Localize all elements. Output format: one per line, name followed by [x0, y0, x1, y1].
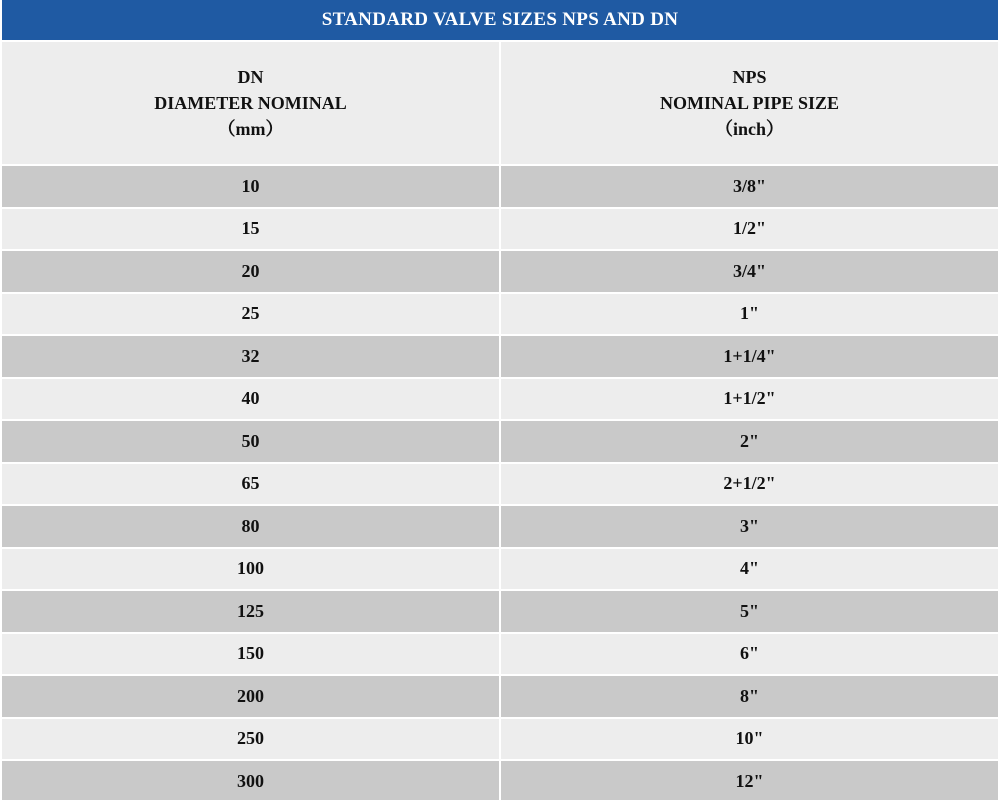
- header-nps-unit: （inch）: [714, 119, 784, 139]
- nps-cell: 10": [499, 719, 998, 760]
- header-nps-abbr: NPS: [732, 67, 767, 87]
- dn-cell: 32: [241, 345, 260, 366]
- table-row: [2, 719, 998, 762]
- table-row: [2, 634, 998, 677]
- header-dn-abbr: DN: [237, 67, 264, 87]
- header-nps: [499, 42, 998, 164]
- nps-cell: 1/2": [499, 209, 998, 250]
- dn-cell: 65: [241, 473, 260, 494]
- dn-cell: 10: [241, 175, 260, 196]
- header-dn-full: DIAMETER NOMINAL: [154, 93, 347, 113]
- table-row: [2, 761, 998, 800]
- header-dn: [2, 42, 499, 164]
- table-row: [2, 336, 998, 379]
- nps-cell: 2+1/2": [499, 464, 998, 505]
- nps-cell: 8": [499, 676, 998, 717]
- table-row: [2, 591, 998, 634]
- table-row: [2, 209, 998, 252]
- table-row: [2, 676, 998, 719]
- nps-cell: 5": [499, 591, 998, 632]
- dn-cell: 20: [241, 260, 260, 281]
- dn-cell: 200: [237, 685, 264, 706]
- header-nps-full: NOMINAL PIPE SIZE: [659, 93, 840, 113]
- nps-cell: 1+1/4": [499, 336, 998, 377]
- nps-cell: 2": [499, 421, 998, 462]
- nps-cell: 3": [499, 506, 998, 547]
- table-row: [2, 464, 998, 507]
- table-title: STANDARD VALVE SIZES NPS AND DN: [2, 0, 998, 42]
- table-row: [2, 506, 998, 549]
- table-row: [2, 379, 998, 422]
- nps-cell: 1": [499, 294, 998, 335]
- nps-cell: 12": [499, 761, 998, 800]
- dn-cell: 15: [241, 218, 260, 239]
- dn-cell: 250: [237, 728, 264, 749]
- dn-cell: 150: [237, 643, 264, 664]
- table-body: [2, 166, 998, 800]
- table-row: [2, 294, 998, 337]
- dn-cell: 300: [237, 770, 264, 791]
- nps-cell: 3/8": [499, 166, 998, 207]
- table-row: [2, 166, 998, 209]
- dn-cell: 25: [241, 303, 260, 324]
- dn-cell: 125: [237, 600, 264, 621]
- dn-cell: 80: [241, 515, 260, 536]
- nps-cell: 6": [499, 634, 998, 675]
- dn-cell: 50: [241, 430, 260, 451]
- header-dn-unit: （mm）: [217, 119, 284, 139]
- table-header-row: [2, 42, 998, 166]
- dn-cell: 100: [237, 558, 264, 579]
- nps-cell: 1+1/2": [499, 379, 998, 420]
- nps-cell: 3/4": [499, 251, 998, 292]
- table-row: [2, 421, 998, 464]
- table-row: [2, 549, 998, 592]
- table-row: [2, 251, 998, 294]
- dn-cell: 40: [241, 388, 260, 409]
- nps-cell: 4": [499, 549, 998, 590]
